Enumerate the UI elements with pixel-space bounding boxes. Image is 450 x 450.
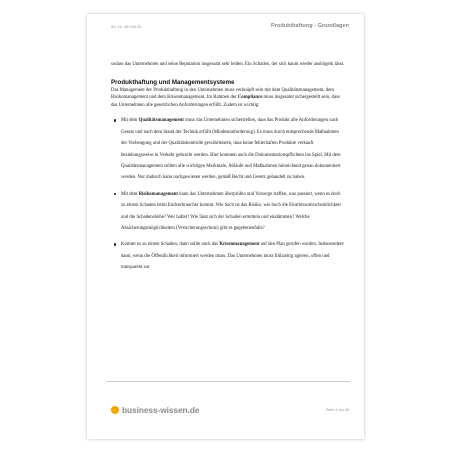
logo-dot-icon xyxy=(111,406,119,414)
section-text-before: Das Management der Produkthaftung in den Unternehmen muss verknüpft sein mit dem Qualitätsmanagement, dem Risikomanagement und dem Krisenmanagement. Im Rahmen der xyxy=(111,87,335,101)
footer-divider xyxy=(107,381,350,382)
bullet-text-pre: Mit dem xyxy=(121,191,139,197)
list-item xyxy=(111,189,346,235)
section-heading: Produkthaftung und Managementsysteme xyxy=(111,78,235,86)
bullet-bold-term: Risikomanagement xyxy=(138,191,179,197)
bullet-icon xyxy=(114,193,116,195)
page-content xyxy=(111,61,346,279)
bullet-text-post: auf den Plan gerufen werden. Insbesondere dann, wenn die Öffentlichkeit informiert werden muss. Das Unternehmen muss frühzeitig agieren, offen und transparent zur xyxy=(121,242,344,271)
bullet-list xyxy=(111,115,346,273)
article-number: Art.-Nr. 38.008.08 xyxy=(111,25,141,29)
bullet-text-pre: Mit dem xyxy=(121,118,139,124)
footer-logo xyxy=(111,405,199,415)
compliance-term: Compliance xyxy=(237,95,263,101)
bullet-icon xyxy=(114,243,116,245)
bullet-bold-term: Qualitätsmanagement xyxy=(138,118,184,124)
logo-text: business-wissen.de xyxy=(122,405,200,415)
bullet-text-post: kann das Unternehmen überprüfen und Vorsorge treffen, was passiert, wenn es doch zu einem Schaden beim Endverbraucher kommt. Wie hoch ist das Risiko, wie hoch die Eintrittswahrscheinlichkeit und die Schadenshöhe? Wer haftet? Wie lässt sich der Schaden ermitteln und eindämmen? Welche Absicherungsmöglichkeiten (Versicherungsschutz) gibt es gegebenenfalls? xyxy=(121,191,341,232)
page-number: Seite 4 von 08 xyxy=(326,408,349,412)
bullet-text-pre: Kommt es zu einem Schaden, dann sollte auch das xyxy=(121,242,220,248)
bullet-bold-term: Krisenmanagement xyxy=(219,242,260,248)
section-paragraph xyxy=(111,87,346,110)
document-page xyxy=(87,14,364,439)
bullet-icon xyxy=(114,119,116,121)
bullet-text-post: muss das Unternehmen sicherstellen, dass das Produkt alle Anforderungen nach Gesetz und nach dem Stand der Technik erfüllt (Mindestanforderung). Es muss durch entsprechende Maßnahmen der Vorbeugung und der Qualitätskontrolle gewährleisten, dass keine fehlerhaften Produkte verkauft beziehungsweise in Verkehr gebracht werden. Hier kommen auch die Dokumentationspflichten ins Spiel. Mit dem Qualitätsmanagement sollten alle wichtigen Merkmale, Abläufe und Maßnahmen hinreichend genau dokumentiert werden. Nur dadurch kann nachgewiesen werden, gemäß Recht und Gesetz gehandelt zu haben. xyxy=(121,118,341,181)
list-item xyxy=(111,239,346,273)
section-text-after: muss insgesamt sichergestellt sein, dass das Unternehmen alle gesetzlichen Anforderungen erfüllt. Zudem ist wichtig: xyxy=(111,95,340,108)
list-item xyxy=(111,115,346,183)
document-title: Produkthaftung - Grundlagen xyxy=(271,23,349,29)
intro-paragraph: sodass das Unternehmen und seine Reputation insgesamt sehr leiden. Ein Schaden, der sich kaum wieder ausbügeln lässt. xyxy=(111,62,345,67)
